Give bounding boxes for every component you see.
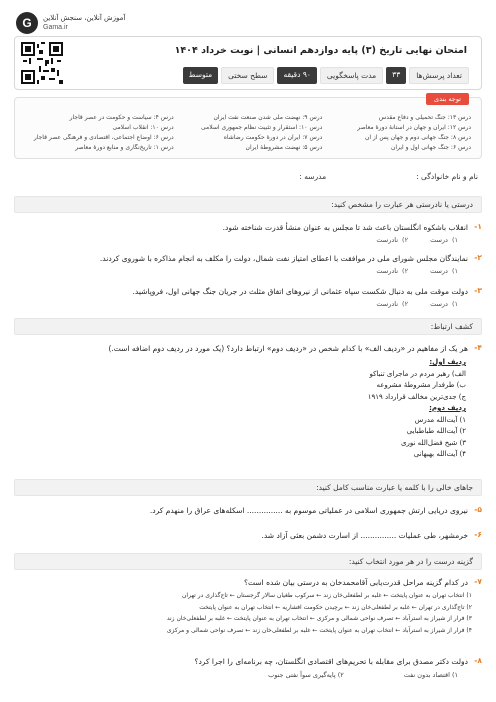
question-text: انقلاب باشکوه انگلستان باعث شد تا مجلس به عنوان منشأ قدرت شناخته شود. [222, 223, 468, 232]
question-7-options [18, 590, 472, 636]
option-true[interactable]: ۱) درست [430, 267, 458, 275]
option-false[interactable]: ۲) نادرست [376, 267, 409, 275]
option-false[interactable]: ۲) نادرست [376, 236, 409, 244]
topic-item: درس ۶: اوضاع اجتماعی، اقتصادی و فرهنگی عصر قاجار [33, 134, 174, 141]
question-number: ۱- [474, 222, 482, 231]
exam-header [14, 36, 482, 90]
meta-difficulty-label: سطح سختی [221, 67, 274, 84]
option-4[interactable]: ۴) فرار از شیراز به استرآباد ← انتخاب تهران به عنوان پایتخت ← غلبه بر لطفعلی‌خان زند ← تصرف نواحی شمالی و مرکزی [166, 626, 472, 634]
topic-item: درس ۱۰: انقلاب اسلامی [112, 124, 174, 131]
column-b-item: ۱) آیت‌الله مدرس [414, 415, 466, 424]
column-a-item: ج) جدی‌ترین مخالف قرارداد ۱۹۱۹ [367, 392, 466, 401]
question-number: ۷- [474, 577, 482, 586]
student-info [18, 172, 478, 181]
topic-item: درس ۱۲: ایران و جهان در آستانهٔ دورهٔ معاصر [357, 124, 471, 131]
question-text: در کدام گزینه مراحل قدرت‌یابی آقامحمدخان به درستی بیان شده است؟ [244, 578, 468, 587]
option-3[interactable]: ۳) فرار از شیراز به استرآباد ← تصرف نواحی شمالی و مرکزی ← انتخاب تهران به عنوان پایتخت ← غلبه بر لطفعلی‌خان زند [166, 615, 472, 622]
topic-item: درس ۱: تاریخ‌نگاری و منابع دورهٔ معاصر [75, 144, 174, 151]
section-matching: کشف ارتباط: [14, 318, 482, 335]
option-true[interactable]: ۱) درست [430, 236, 458, 244]
question-6 [14, 530, 482, 544]
column-a-item: ب) طرفدار مشروطهٔ مشروعه [376, 381, 466, 389]
question-8-options [268, 671, 458, 679]
school-label: مدرسه : [299, 172, 327, 181]
question-number: ۶- [474, 530, 482, 539]
topics-box [14, 97, 482, 159]
meta-duration-label: مدت پاسخگویی [320, 67, 383, 84]
brand-logo[interactable] [16, 10, 166, 36]
question-text: هر یک از مفاهیم در «ردیف الف» با کدام شخص در «ردیف دوم» ارتباط دارد؟ (یک مورد در ردیف دوم اضافه است.) [108, 344, 468, 353]
question-text: خرمشهر، طی عملیات ............... از اسارت دشمن بعثی آزاد شد. [261, 531, 468, 540]
topics-list [25, 114, 471, 151]
topic-item: درس ۵: نهضت مشروطهٔ ایران [245, 144, 323, 151]
gama-logo-icon: G [16, 12, 38, 34]
section-true-false: درستی یا نادرستی هر عبارت را مشخص کنید: [14, 196, 482, 213]
qr-code-icon [21, 42, 63, 84]
column-b-item: ۳) شیخ فضل‌الله نوری [401, 438, 466, 447]
question-8 [14, 656, 482, 670]
question-text: نیروی دریایی ارتش جمهوری اسلامی در عملیاتی موسوم به ............... اسکله‌های عراق را منهدم کرد. [149, 506, 468, 515]
meta-duration-value: ۹۰ دقیقه [277, 67, 316, 84]
question-text: دولت موقت ملی به دنبال شکست سپاه عثمانی از نیروهای اتفاق مثلث در جریان جنگ جهانی اول، فروپاشید. [132, 287, 468, 296]
question-number: ۵- [474, 505, 482, 514]
question-number: ۳- [474, 286, 482, 295]
exam-meta [183, 67, 469, 84]
column-a-heading: ردیف اول: [429, 358, 466, 366]
exam-title: امتحان نهایی تاریخ (۳) پایه دوازدهم انسانی | نوبت خرداد ۱۴۰۴ [174, 45, 467, 56]
section-multiple-choice: گزینه درست را در هر مورد انتخاب کنید: [14, 553, 482, 570]
option-1[interactable]: ۱) انتخاب تهران به عنوان پایتخت ← غلبه بر لطفعلی‌خان زند ← سرکوب طغیان سالار گرجستان ← تاج‌گذاری در تهران [182, 592, 472, 599]
topic-item: درس ۴: سیاست و حکومت در عصر قاجار [69, 114, 174, 121]
section-fill-blank: جاهای خالی را با کلمه یا عبارت مناسب کامل کنید: [14, 479, 482, 496]
column-b-item: ۲) آیت‌الله طباطبایی [406, 427, 466, 435]
meta-questions-value: ۳۳ [386, 67, 406, 84]
meta-difficulty-value: متوسط [183, 67, 219, 84]
question-5 [14, 505, 482, 519]
question-number: ۴- [474, 343, 482, 352]
question-number: ۲- [474, 253, 482, 262]
topic-item: درس ۸: جنگ جهانی دوم و جهان پس از آن [364, 134, 471, 141]
question-text: دولت دکتر مصدق برای مقابله با تحریم‌های اقتصادی انگلستان، چه برنامه‌ای را اجرا کرد؟ [194, 657, 468, 666]
brand-site: Gama.ir [43, 24, 68, 31]
match-column-a [368, 357, 466, 461]
topic-item: درس ۱۳: جنگ تحمیلی و دفاع مقدس [378, 114, 471, 121]
topic-item: درس ۱۰: استقرار و تثبیت نظام جمهوری اسلامی [201, 124, 323, 131]
option-true[interactable]: ۱) درست [430, 300, 458, 308]
brand-title: آموزش آنلاین، سنجش آنلاین [43, 14, 126, 22]
topic-item: درس ۷: ایران در دورهٔ حکومت رضاشاه [223, 134, 323, 141]
option-2[interactable]: ۲) تاج‌گذاری در تهران ← غلبه بر لطفعلی‌خان زند ← برچیدن حکومت افشاریه ← انتخاب تهران به عنوان پایتخت [199, 603, 472, 611]
question-text: نمایندگان مجلس شورای ملی در موافقت با اعطای امتیاز نفت شمال، دولت را مکلف به انجام مذاکره با شوروی کردند. [99, 254, 468, 263]
question-1 [14, 222, 482, 246]
meta-questions-label: تعداد پرسش‌ها [409, 67, 469, 84]
option-1[interactable]: ۱) اقتصاد بدون نفت [403, 671, 458, 679]
question-3 [14, 286, 482, 310]
topic-item: درس ۹: نهضت ملی شدن صنعت نفت ایران [213, 114, 323, 121]
topic-item: درس ۶: جنگ جهانی اول و ایران [390, 144, 471, 151]
option-2[interactable]: ۲) پایه‌گیری سوآ نفتی جنوب [268, 671, 344, 679]
column-a-item: الف) رهبر مردم در ماجرای تنباکو [369, 369, 466, 378]
student-name-label: نام و نام خانوادگی : [416, 172, 478, 181]
question-2 [14, 253, 482, 277]
column-b-item: ۴) آیت‌الله بهبهانی [413, 450, 466, 458]
column-b-heading: ردیف دوم: [429, 404, 466, 412]
topics-tag: توجه بندی [426, 93, 469, 105]
question-number: ۸- [474, 656, 482, 665]
option-false[interactable]: ۲) نادرست [376, 300, 409, 308]
question-7 [14, 577, 482, 591]
